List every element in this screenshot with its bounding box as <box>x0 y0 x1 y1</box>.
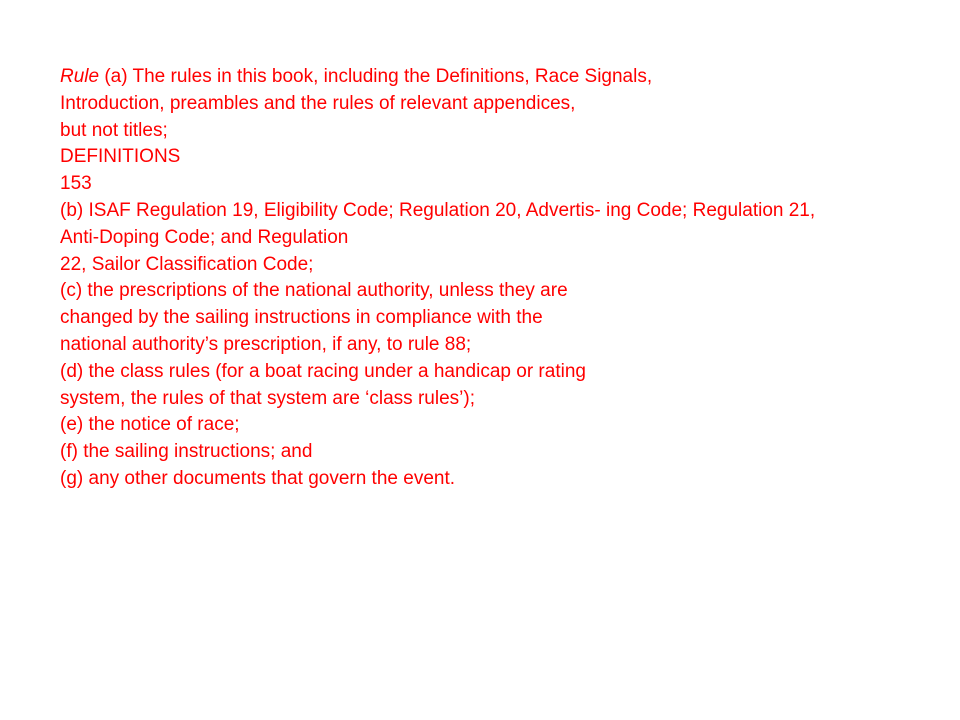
text-line-13: system, the rules of that system are ‘class rules’); <box>60 387 475 409</box>
text-line-3: but not titles; <box>60 119 168 141</box>
text-line-2: Introduction, preambles and the rules of relevant appendices, <box>60 92 576 114</box>
text-line-12: (d) the class rules (for a boat racing under a handicap or rating <box>60 360 586 382</box>
text-line-10: changed by the sailing instructions in compliance with the <box>60 307 543 329</box>
text-line-11: national authority’s prescription, if any, to rule 88; <box>60 333 472 355</box>
text-line-8: 22, Sailor Classification Code; <box>60 253 314 275</box>
text-line-15: (f) the sailing instructions; and <box>60 441 313 463</box>
text-line-9: (c) the prescriptions of the national authority, unless they are <box>60 280 568 302</box>
text-line-6: (b) ISAF Regulation 19, Eligibility Code; Regulation 20, Advertis- ing Code; Regulation 21, <box>60 199 816 221</box>
lead-word: Rule <box>60 66 100 87</box>
text-line-7: Anti-Doping Code; and Regulation <box>60 226 349 248</box>
rules-text-block <box>60 64 940 493</box>
text-line-16: (g) any other documents that govern the event. <box>60 467 456 489</box>
text-line-14: (e) the notice of race; <box>60 414 240 436</box>
first-line-text: (a) The rules in this book, including the Definitions, Race Signals, <box>99 66 653 87</box>
text-line-4: DEFINITIONS <box>60 146 181 168</box>
text-line-1 <box>60 64 940 91</box>
text-line-5: 153 <box>60 173 92 195</box>
